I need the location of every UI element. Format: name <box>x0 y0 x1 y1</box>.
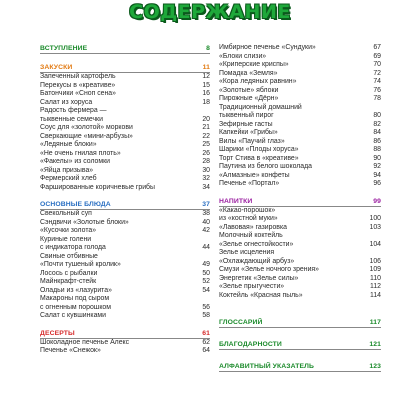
section-drinks-list <box>219 207 381 301</box>
toc-entry[interactable] <box>40 287 210 296</box>
section-drinks-heading[interactable] <box>219 197 381 207</box>
toc-entry-label: Соус для «золотой» моркови <box>40 124 133 131</box>
toc-entry-page: 34 <box>202 183 210 191</box>
section-mains <box>40 200 210 321</box>
toc-entry-label: Шарики «Плоды хоруса» <box>219 146 299 153</box>
toc-entry-page: 100 <box>369 215 381 222</box>
toc-entry-page: 76 <box>373 86 381 94</box>
toc-entry-label: с индикатора голода <box>40 244 106 251</box>
toc-entry-page: 18 <box>202 98 210 106</box>
section-index-title: АЛФАВИТНЫЙ УКАЗАТЕЛЬ <box>219 363 315 370</box>
toc-entry-label: Традиционный домашний <box>219 103 302 111</box>
section-intro-heading[interactable] <box>40 44 210 54</box>
toc-entry[interactable] <box>40 210 210 219</box>
toc-entry-page: 58 <box>202 312 210 319</box>
toc-entry[interactable] <box>40 167 210 176</box>
toc-entry-label: тыквенные семечки <box>40 115 103 123</box>
toc-entry-label: Запеченный картофель <box>40 73 116 80</box>
toc-entry[interactable] <box>40 270 210 279</box>
toc-entry-page: 42 <box>202 227 210 234</box>
toc-entry-label: Пирожные «Дёрн» <box>219 95 279 102</box>
toc-entry-label: «Яйца призыва» <box>40 166 94 174</box>
toc-entry-label: «Факелы» из соломки <box>40 158 110 165</box>
toc-entry-label: «Не очень гнилая плоть» <box>40 149 121 157</box>
toc-entry-page: 82 <box>373 120 381 128</box>
toc-entry[interactable] <box>40 133 210 142</box>
toc-entry-page: 28 <box>202 158 210 165</box>
section-intro-title: ВСТУПЛЕНИЕ <box>40 45 88 52</box>
section-thanks <box>219 340 381 350</box>
toc-entry-label: Печенье «Портал» <box>219 180 280 187</box>
toc-entry[interactable] <box>219 53 381 62</box>
toc-entry-page: 56 <box>202 303 210 311</box>
toc-entry-page: 94 <box>373 171 381 179</box>
toc-entry-page: 25 <box>202 141 210 148</box>
toc-entry[interactable] <box>40 304 210 313</box>
section-intro <box>40 44 210 54</box>
toc-entry[interactable] <box>40 227 210 236</box>
toc-entry[interactable] <box>219 129 381 138</box>
section-snacks-page: 11 <box>202 64 210 71</box>
toc-entry-label: «Ледяные блоки» <box>40 141 97 148</box>
toc-entry[interactable] <box>40 73 210 82</box>
section-index <box>219 362 381 372</box>
toc-entry-label: «Блоки слизи» <box>219 52 267 60</box>
toc-entry[interactable] <box>219 121 381 130</box>
toc-right-column <box>219 30 381 372</box>
toc-entry-page: 50 <box>202 269 210 277</box>
toc-entry-page: 16 <box>202 90 210 97</box>
toc-entry-label: «Почти тушеный кролик» <box>40 261 121 268</box>
toc-entry-label: Зелье исцеления <box>219 249 275 256</box>
toc-entry-label: «Кора ледяных равнин» <box>219 78 297 85</box>
toc-entry[interactable] <box>219 292 381 301</box>
toc-entry[interactable] <box>40 312 210 321</box>
toc-entry-page: 22 <box>202 132 210 140</box>
toc-entry[interactable] <box>40 116 210 125</box>
toc-entry-label: «Зелье прыгучести» <box>219 283 285 290</box>
toc-entry-label: Батончики «Сноп сена» <box>40 90 116 97</box>
section-desserts-page: 61 <box>202 329 210 337</box>
toc-entry-label: Лосось с рыбалки <box>40 269 98 277</box>
toc-entry-label: «Какао-порошок» <box>219 206 276 214</box>
section-desserts-heading[interactable] <box>40 329 210 339</box>
toc-entry[interactable] <box>40 236 210 245</box>
toc-entry[interactable] <box>219 207 381 216</box>
toc-entry-label: Сэндвичи «Золотые блоки» <box>40 218 129 226</box>
toc-entry-page: 20 <box>202 115 210 123</box>
section-intro-page: 8 <box>206 45 210 52</box>
toc-entry[interactable] <box>40 244 210 253</box>
toc-entry-label: Майнкрафт-стейк <box>40 278 97 285</box>
toc-entry[interactable] <box>40 219 210 228</box>
toc-entry[interactable] <box>219 87 381 96</box>
toc-entry-label: «Криперские криспы» <box>219 61 289 68</box>
section-snacks <box>40 63 210 192</box>
toc-entry-page: 44 <box>202 244 210 251</box>
toc-entry-page: 38 <box>202 210 210 217</box>
section-glossary-title: ГЛОССАРИЙ <box>219 319 263 326</box>
toc-entry[interactable] <box>219 78 381 87</box>
section-desserts-continued <box>219 44 381 189</box>
toc-entry-page: 86 <box>373 137 381 145</box>
toc-entry-page: 26 <box>202 149 210 157</box>
toc-entry-page: 67 <box>373 44 381 51</box>
toc-entry-page: 21 <box>202 124 210 131</box>
toc-entry[interactable] <box>40 278 210 287</box>
toc-entry-page: 96 <box>373 180 381 187</box>
toc-entry-page: 12 <box>202 73 210 80</box>
toc-entry-label: Паутина из белого шоколада <box>219 163 312 170</box>
section-thanks-heading[interactable] <box>219 340 381 350</box>
toc-entry-label: Свекольный суп <box>40 210 92 217</box>
toc-entry-label: Сверкающие «мини-арбузы» <box>40 132 133 140</box>
toc-entry-page: 88 <box>373 146 381 153</box>
toc-entry-page: 54 <box>202 286 210 294</box>
toc-entry-label: Фаршированные коричневые грибы <box>40 183 155 191</box>
section-desserts <box>40 329 210 356</box>
section-mains-title: ОСНОВНЫЕ БЛЮДА <box>40 201 111 208</box>
toc-entry-label: Фермерский хлеб <box>40 175 97 182</box>
toc-entry[interactable] <box>219 112 381 121</box>
toc-entry-label: Имбирное печенье «Сундуки» <box>219 44 316 51</box>
toc-entry-label: с огненным порошком <box>40 303 111 311</box>
toc-entry-label: Помадка «Земля» <box>219 69 278 77</box>
toc-entry[interactable] <box>40 184 210 193</box>
toc-entry[interactable] <box>219 283 381 292</box>
section-snacks-heading[interactable] <box>40 63 210 73</box>
toc-entry[interactable] <box>219 232 381 241</box>
toc-entry-page: 69 <box>373 52 381 60</box>
toc-entry-page: 80 <box>373 112 381 119</box>
toc-entry[interactable] <box>219 155 381 164</box>
toc-entry-page: 30 <box>202 166 210 174</box>
toc-entry-label: Перекусы в «креативе» <box>40 81 116 89</box>
toc-entry-label: Свиные отбивные <box>40 252 98 260</box>
toc-entry-label: тыквенный пирог <box>219 112 274 119</box>
toc-entry-label: Энергетик «Зелье силы» <box>219 274 299 282</box>
section-desserts-title: ДЕСЕРТЫ <box>40 329 75 337</box>
toc-entry[interactable] <box>219 258 381 267</box>
toc-entry-label: Печенье «Снежок» <box>40 347 101 354</box>
toc-entry[interactable] <box>219 215 381 224</box>
toc-entry[interactable] <box>40 158 210 167</box>
toc-entry-page: 64 <box>202 347 210 354</box>
toc-entry[interactable] <box>219 172 381 181</box>
toc-entry-page: 103 <box>369 223 381 231</box>
toc-entry-page: 92 <box>373 163 381 170</box>
toc-entry-page: 72 <box>373 69 381 77</box>
toc-entry-label: «Кусочки золота» <box>40 227 97 234</box>
toc-entry[interactable] <box>219 104 381 113</box>
toc-entry-page: 112 <box>370 283 381 290</box>
toc-entry-page: 106 <box>369 257 381 265</box>
toc-entry[interactable] <box>219 163 381 172</box>
toc-entry[interactable] <box>40 150 210 159</box>
toc-entry-page: 114 <box>370 291 381 299</box>
toc-entry-page: 74 <box>373 78 381 85</box>
section-desserts-list <box>40 339 210 356</box>
section-snacks-title: ЗАКУСКИ <box>40 64 73 71</box>
toc-entry-label: Радость фермера — <box>40 107 107 114</box>
toc-entry-page: 52 <box>202 278 210 285</box>
toc-entry-label: «Алмазные» конфеты <box>219 171 290 179</box>
toc-entry-label: Молочный коктейль <box>219 232 283 239</box>
toc-entry-label: Капкейки «Грибы» <box>219 129 278 136</box>
toc-entry-label: Макароны под сыром <box>40 295 110 302</box>
section-drinks-page: 99 <box>373 197 381 205</box>
toc-entry-label: Оладьи из «лазурита» <box>40 286 112 294</box>
toc-entry[interactable] <box>219 180 381 189</box>
toc-entry[interactable] <box>40 107 210 116</box>
section-mains-page: 37 <box>202 201 210 208</box>
toc-entry[interactable] <box>219 266 381 275</box>
toc-entry[interactable] <box>40 347 210 356</box>
toc-entry-page: 32 <box>202 175 210 182</box>
toc-entry[interactable] <box>219 138 381 147</box>
toc-entry[interactable] <box>219 61 381 70</box>
section-snacks-list <box>40 73 210 192</box>
toc-entry[interactable] <box>219 275 381 284</box>
toc-entry[interactable] <box>219 95 381 104</box>
section-thanks-page: 121 <box>369 341 381 348</box>
toc-entry-label: Куриные голени <box>40 235 92 243</box>
toc-entry[interactable] <box>40 99 210 108</box>
section-glossary-heading[interactable] <box>219 318 381 328</box>
toc-entry-label: Шоколадное печенье Алекс <box>40 338 130 346</box>
toc-entry-label: Салат из хоруса <box>40 98 93 106</box>
toc-entry-page: 15 <box>202 81 210 89</box>
toc-entry-page: 49 <box>202 261 210 268</box>
toc-entry-label: Коктейль «Красная пыль» <box>219 291 303 299</box>
section-glossary <box>219 318 381 328</box>
toc-entry-page: 70 <box>373 61 381 68</box>
toc-entry-label: «Лавовая» газировка <box>219 223 287 231</box>
toc-entry-label: Смузи «Зелье ночного зрения» <box>219 266 319 273</box>
section-index-heading[interactable] <box>219 362 381 372</box>
toc-entry[interactable] <box>40 141 210 150</box>
section-glossary-page: 117 <box>369 319 381 326</box>
toc-entry-label: «Золотые» яблоки <box>219 86 279 94</box>
toc-entry[interactable] <box>219 44 381 53</box>
toc-entry[interactable] <box>40 339 210 348</box>
toc-entry-label: Салат с кувшинками <box>40 312 106 319</box>
toc-entry[interactable] <box>219 146 381 155</box>
toc-entry-page: 78 <box>373 95 381 102</box>
section-thanks-title: БЛАГОДАРНОСТИ <box>219 341 282 348</box>
toc-entry-page: 40 <box>202 218 210 226</box>
toc-entry[interactable] <box>219 70 381 79</box>
toc-entry[interactable] <box>219 249 381 258</box>
toc-entry-label: Торт Стива в «креативе» <box>219 154 299 162</box>
toc-entry-label: Вилы «Паучий глаз» <box>219 137 285 145</box>
toc-entry-label: Зефирные гасты <box>219 120 273 128</box>
page-title: СОДЕРЖАНИЕ <box>129 1 291 23</box>
toc-left-column <box>40 30 210 356</box>
section-index-page: 123 <box>369 363 381 370</box>
toc-entry[interactable] <box>40 90 210 99</box>
toc-entry-page: 62 <box>202 338 210 346</box>
section-desserts-continued-list <box>219 44 381 189</box>
toc-entry-label: из «костной муки» <box>219 215 278 222</box>
toc-entry[interactable] <box>219 241 381 250</box>
toc-entry[interactable] <box>219 224 381 233</box>
toc-entry[interactable] <box>40 253 210 262</box>
section-drinks-title: НАПИТКИ <box>219 197 253 205</box>
toc-entry-label: «Зелье огнестойкости» <box>219 240 294 248</box>
toc-entry[interactable] <box>40 295 210 304</box>
toc-entry-page: 110 <box>370 274 381 282</box>
toc-entry-label: «Охлаждающий арбуз» <box>219 257 295 265</box>
toc-entry-page: 90 <box>373 154 381 162</box>
toc-entry-page: 104 <box>369 240 381 248</box>
toc-entry[interactable] <box>40 124 210 133</box>
toc-entry[interactable] <box>40 82 210 91</box>
toc-entry-page: 109 <box>369 266 381 273</box>
section-mains-heading[interactable] <box>40 200 210 210</box>
section-mains-list <box>40 210 210 321</box>
toc-entry-page: 84 <box>373 129 381 136</box>
toc-entry[interactable] <box>40 261 210 270</box>
toc-entry[interactable] <box>40 175 210 184</box>
section-drinks <box>219 197 381 301</box>
